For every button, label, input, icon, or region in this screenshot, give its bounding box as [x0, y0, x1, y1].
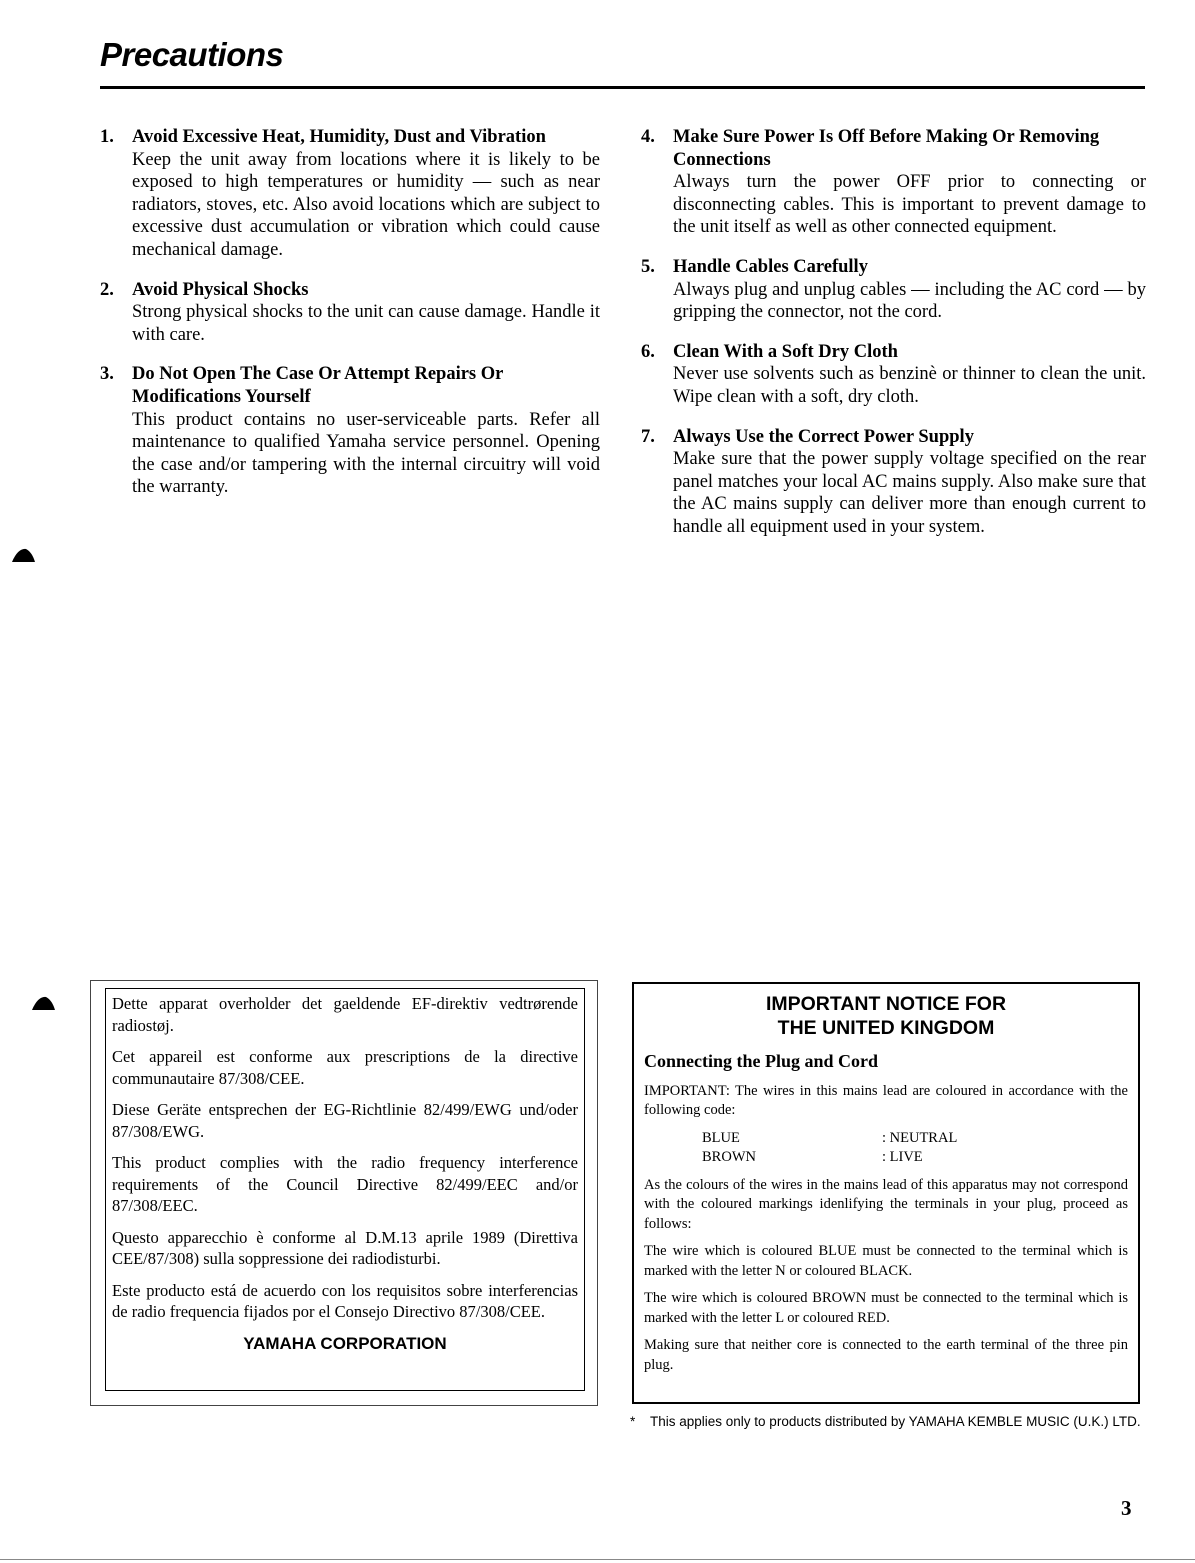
item-number: 7. — [641, 426, 655, 447]
title-rule — [100, 86, 1145, 89]
notice-paragraph-danish: Dette apparat overholder det gaeldende EF-direktiv vedtrørende radiostøj. — [112, 994, 578, 1035]
notice-paragraph-french: Cet appareil est conforme aux prescriptions de la directive communautaire 87/308/CEE. — [112, 1047, 578, 1088]
uk-notice-paragraph: Making sure that neither core is connected to the earth terminal of the three pin plug. — [644, 1337, 1128, 1373]
item-body: Keep the unit away from locations where it is likely to be exposed to high temperatures or humidity — such as near radiators, stoves, etc. Also avoid locations which are subject to excessive dust accumulation or vibration which could cause mechanical damage. — [132, 149, 600, 260]
page-edge-line — [0, 1559, 1195, 1560]
uk-notice-paragraph: As the colours of the wires in the mains lead of this apparatus may not correspond with the coloured markings idenlifying the terminals in your plug, proceed as follows: — [644, 1176, 1128, 1232]
item-body: Always plug and unplug cables — including the AC cord — by gripping the connector, not the cord. — [673, 279, 1146, 323]
uk-notice-title: THE UNITED KINGDOM — [777, 1017, 995, 1039]
footnote-text: This applies only to products distributed by YAMAHA KEMBLE MUSIC (U.K.) LTD. — [650, 1414, 1141, 1429]
item-number: 2. — [100, 279, 114, 300]
uk-notice-box — [632, 982, 1140, 1404]
item-heading: Handle Cables Carefully — [673, 256, 868, 277]
item-number: 6. — [641, 341, 655, 362]
item-heading: Clean With a Soft Dry Cloth — [673, 341, 898, 362]
uk-notice-intro: IMPORTANT: The wires in this mains lead are coloured in accordance with the following code: — [644, 1082, 1128, 1118]
uk-notice-title: IMPORTANT NOTICE FOR — [765, 993, 1007, 1015]
precaution-item — [641, 126, 1146, 239]
item-heading: Always Use the Correct Power Supply — [673, 426, 974, 447]
right-column — [641, 126, 1146, 556]
page-number: 3 — [1121, 1496, 1132, 1520]
item-body: Make sure that the power supply voltage specified on the rear panel matches your local AC mains supply. Also make sure that the AC mains supply can deliver more than enough current to handle all equipment used in your system. — [673, 449, 1146, 537]
notice-paragraph-italian: Questo apparecchio è conforme al D.M.13 aprile 1989 (Direttiva CEE/87/308) sulla soppressione dei radiodisturbi. — [112, 1227, 578, 1268]
item-heading: Avoid Physical Shocks — [132, 279, 309, 300]
notice-paragraph-spanish: Este producto está de acuerdo con los requisitos sobre interferencias de radio frequencia fijados por el Consejo Directivo 87/308/CEE. — [112, 1280, 578, 1321]
footnote-marker: * — [630, 1414, 636, 1429]
left-column — [100, 126, 600, 516]
wire-code-row — [702, 1129, 1128, 1149]
item-number: 4. — [641, 127, 655, 147]
precaution-item — [100, 126, 600, 262]
uk-notice-paragraph: The wire which is coloured BLUE must be connected to the terminal which is marked with the letter N or coloured BLACK. — [644, 1243, 1128, 1279]
item-heading: Avoid Excessive Heat, Humidity, Dust and Vibration — [132, 127, 546, 147]
binding-hole-mark-icon — [10, 546, 36, 564]
company-name: YAMAHA CORPORATION — [243, 1333, 447, 1353]
item-heading: Make Sure Power Is Off Before Making Or Removing Connections — [673, 127, 1100, 170]
wire-colour: BLUE — [702, 1129, 740, 1146]
precaution-item — [641, 341, 1146, 409]
notice-paragraph-english: This product complies with the radio frequency interference requirements of the Council Directive 82/499/EEC and/or 87/308/EEC. — [112, 1153, 578, 1215]
notice-paragraph-german: Diese Geräte entsprechen der EG-Richtlinie 82/499/EWG und/oder 87/308/EWG. — [112, 1100, 578, 1141]
footnote — [628, 1412, 1170, 1432]
wire-code-row — [702, 1148, 1128, 1168]
precaution-item — [641, 256, 1146, 324]
uk-notice-paragraph: The wire which is coloured BROWN must be connected to the terminal which is marked with the letter L or coloured RED. — [644, 1290, 1128, 1326]
item-body: Never use solvents such as benzinè or thinner to clean the unit. Wipe clean with a soft, dry cloth. — [673, 364, 1146, 407]
item-number: 1. — [100, 127, 114, 147]
item-body: This product contains no user-serviceable parts. Refer all maintenance to qualified Yamaha service personnel. Opening the case and/or tampering with the internal circuitry will void the warranty. — [132, 409, 600, 498]
uk-notice-subtitle: Connecting the Plug and Cord — [644, 1051, 879, 1071]
wire-meaning: : NEUTRAL — [882, 1129, 958, 1146]
item-number: 5. — [641, 256, 655, 277]
wire-colour: BROWN — [702, 1149, 756, 1165]
item-number: 3. — [100, 364, 114, 385]
item-body: Strong physical shocks to the unit can cause damage. Handle it with care. — [132, 302, 600, 345]
item-body: Always turn the power OFF prior to connecting or disconnecting cables. This is important to prevent damage to the unit itself as well as other connected equipment. — [673, 172, 1146, 238]
wire-meaning: : LIVE — [882, 1149, 923, 1165]
page-title: Precautions — [100, 36, 284, 73]
precaution-item — [100, 363, 600, 499]
precaution-item — [641, 426, 1146, 539]
precaution-item — [100, 279, 600, 347]
binding-hole-mark-icon — [30, 994, 56, 1012]
eu-notice-box — [105, 988, 585, 1391]
item-heading: Do Not Open The Case Or Attempt Repairs Or Modifications Yourself — [132, 364, 504, 407]
